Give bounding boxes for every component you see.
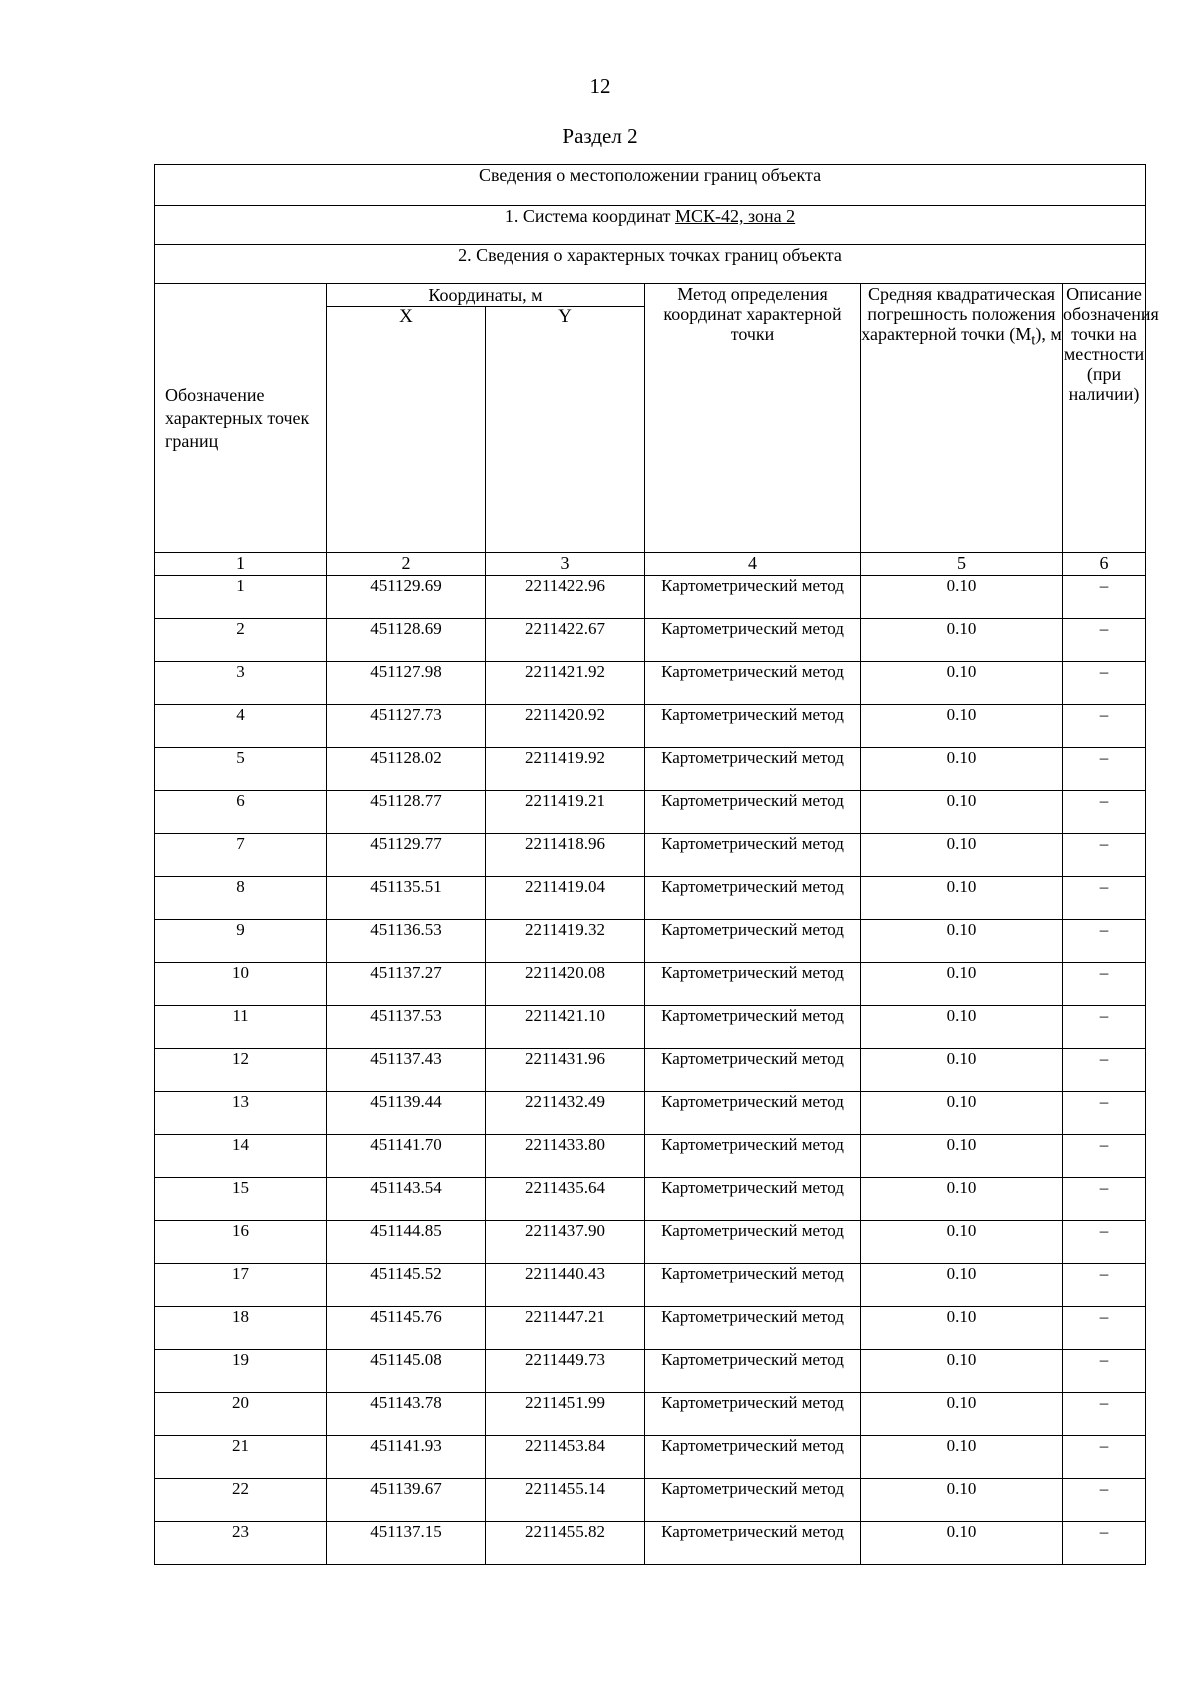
description-cell: –	[1063, 1522, 1146, 1565]
table-row	[155, 662, 1146, 705]
column-number: 5	[861, 553, 1063, 576]
error-cell: 0.10	[861, 1393, 1063, 1436]
error-cell: 0.10	[861, 705, 1063, 748]
description-cell: –	[1063, 1393, 1146, 1436]
method-cell: Картометрический метод	[645, 1264, 861, 1307]
y-cell: 2211418.96	[486, 834, 645, 877]
y-cell: 2211420.08	[486, 963, 645, 1006]
description-cell: –	[1063, 920, 1146, 963]
table-row	[155, 1135, 1146, 1178]
error-cell: 0.10	[861, 877, 1063, 920]
table-row	[155, 576, 1146, 619]
point-cell: 18	[155, 1307, 327, 1350]
x-cell: 451145.52	[327, 1264, 486, 1307]
error-cell: 0.10	[861, 576, 1063, 619]
method-cell: Картометрический метод	[645, 662, 861, 705]
x-cell: 451139.67	[327, 1479, 486, 1522]
error-cell: 0.10	[861, 1307, 1063, 1350]
description-cell: –	[1063, 963, 1146, 1006]
y-cell: 2211437.90	[486, 1221, 645, 1264]
y-cell: 2211447.21	[486, 1307, 645, 1350]
table-row	[155, 1221, 1146, 1264]
method-cell: Картометрический метод	[645, 834, 861, 877]
error-cell: 0.10	[861, 920, 1063, 963]
table-row	[155, 1307, 1146, 1350]
description-cell: –	[1063, 1178, 1146, 1221]
x-cell: 451137.15	[327, 1522, 486, 1565]
point-cell: 17	[155, 1264, 327, 1307]
y-cell: 2211449.73	[486, 1350, 645, 1393]
error-cell: 0.10	[861, 1178, 1063, 1221]
x-cell: 451129.77	[327, 834, 486, 877]
method-cell: Картометрический метод	[645, 1393, 861, 1436]
y-cell: 2211419.04	[486, 877, 645, 920]
table-row	[155, 791, 1146, 834]
y-cell: 2211453.84	[486, 1436, 645, 1479]
y-cell: 2211421.10	[486, 1006, 645, 1049]
description-cell: –	[1063, 748, 1146, 791]
method-cell: Картометрический метод	[645, 1479, 861, 1522]
error-cell: 0.10	[861, 748, 1063, 791]
x-cell: 451137.43	[327, 1049, 486, 1092]
header-x: X	[327, 307, 486, 553]
x-cell: 451129.69	[327, 576, 486, 619]
table-row	[155, 619, 1146, 662]
section-title: Раздел 2	[562, 124, 638, 148]
table-row	[155, 1264, 1146, 1307]
error-cell: 0.10	[861, 963, 1063, 1006]
header-method: Метод определения координат характерной точки	[645, 284, 861, 553]
column-number-row	[155, 553, 1146, 576]
point-cell: 7	[155, 834, 327, 877]
point-cell: 1	[155, 576, 327, 619]
description-cell: –	[1063, 791, 1146, 834]
description-cell: –	[1063, 576, 1146, 619]
x-cell: 451145.08	[327, 1350, 486, 1393]
table-row	[155, 877, 1146, 920]
point-cell: 13	[155, 1092, 327, 1135]
header-error	[861, 284, 1063, 553]
coord-system-cell	[155, 206, 1146, 245]
point-cell: 11	[155, 1006, 327, 1049]
x-cell: 451127.98	[327, 662, 486, 705]
table-row	[155, 748, 1146, 791]
point-cell: 19	[155, 1350, 327, 1393]
x-cell: 451143.54	[327, 1178, 486, 1221]
method-cell: Картометрический метод	[645, 1049, 861, 1092]
point-cell: 14	[155, 1135, 327, 1178]
method-cell: Картометрический метод	[645, 1135, 861, 1178]
error-cell: 0.10	[861, 791, 1063, 834]
point-cell: 8	[155, 877, 327, 920]
table-row	[155, 963, 1146, 1006]
error-cell: 0.10	[861, 1350, 1063, 1393]
description-cell: –	[1063, 1479, 1146, 1522]
description-cell: –	[1063, 1049, 1146, 1092]
x-cell: 451137.53	[327, 1006, 486, 1049]
error-cell: 0.10	[861, 1522, 1063, 1565]
table-caption-row	[155, 165, 1146, 206]
error-cell: 0.10	[861, 619, 1063, 662]
description-cell: –	[1063, 1135, 1146, 1178]
y-cell: 2211419.32	[486, 920, 645, 963]
point-cell: 22	[155, 1479, 327, 1522]
y-cell: 2211451.99	[486, 1393, 645, 1436]
method-cell: Картометрический метод	[645, 920, 861, 963]
column-number: 6	[1063, 553, 1146, 576]
method-cell: Картометрический метод	[645, 1350, 861, 1393]
point-cell: 2	[155, 619, 327, 662]
x-cell: 451136.53	[327, 920, 486, 963]
error-cell: 0.10	[861, 834, 1063, 877]
point-cell: 21	[155, 1436, 327, 1479]
points-heading: 2. Сведения о характерных точках границ объекта	[155, 245, 1146, 284]
method-cell: Картометрический метод	[645, 705, 861, 748]
x-cell: 451128.02	[327, 748, 486, 791]
table-row	[155, 1006, 1146, 1049]
description-cell: –	[1063, 705, 1146, 748]
header-y: Y	[486, 307, 645, 553]
table-row	[155, 1522, 1146, 1565]
error-cell: 0.10	[861, 1264, 1063, 1307]
y-cell: 2211419.21	[486, 791, 645, 834]
header-row	[155, 284, 1146, 307]
header-error-subscript: t	[1031, 332, 1036, 349]
column-number: 4	[645, 553, 861, 576]
boundary-points-table	[154, 164, 1159, 1565]
x-cell: 451139.44	[327, 1092, 486, 1135]
error-cell: 0.10	[861, 1436, 1063, 1479]
description-cell: –	[1063, 877, 1146, 920]
header-error-unit: ), м	[1035, 324, 1062, 344]
x-cell: 451141.93	[327, 1436, 486, 1479]
method-cell: Картометрический метод	[645, 1092, 861, 1135]
method-cell: Картометрический метод	[645, 1006, 861, 1049]
x-cell: 451145.76	[327, 1307, 486, 1350]
error-cell: 0.10	[861, 1049, 1063, 1092]
x-cell: 451144.85	[327, 1221, 486, 1264]
method-cell: Картометрический метод	[645, 877, 861, 920]
description-cell: –	[1063, 1221, 1146, 1264]
description-cell: –	[1063, 1092, 1146, 1135]
x-cell: 451141.70	[327, 1135, 486, 1178]
page-number: 12	[589, 74, 611, 98]
error-cell: 0.10	[861, 1221, 1063, 1264]
y-cell: 2211433.80	[486, 1135, 645, 1178]
table-row	[155, 1092, 1146, 1135]
point-cell: 10	[155, 963, 327, 1006]
method-cell: Картометрический метод	[645, 963, 861, 1006]
table-row	[155, 1393, 1146, 1436]
table-row	[155, 920, 1146, 963]
x-cell: 451127.73	[327, 705, 486, 748]
point-cell: 23	[155, 1522, 327, 1565]
point-cell: 12	[155, 1049, 327, 1092]
table-row	[155, 1178, 1146, 1221]
table-row	[155, 834, 1146, 877]
method-cell: Картометрический метод	[645, 1436, 861, 1479]
header-designation: Обозначение характерных точек границ	[155, 284, 327, 553]
error-cell: 0.10	[861, 1479, 1063, 1522]
y-cell: 2211420.92	[486, 705, 645, 748]
description-cell: –	[1063, 662, 1146, 705]
table-row	[155, 1479, 1146, 1522]
table-row	[155, 705, 1146, 748]
header-description: Описание обозначения точки на местности (при наличии)	[1063, 284, 1146, 553]
column-number: 3	[486, 553, 645, 576]
method-cell: Картометрический метод	[645, 576, 861, 619]
error-cell: 0.10	[861, 1135, 1063, 1178]
point-cell: 20	[155, 1393, 327, 1436]
y-cell: 2211455.82	[486, 1522, 645, 1565]
x-cell: 451128.77	[327, 791, 486, 834]
description-cell: –	[1063, 619, 1146, 662]
y-cell: 2211455.14	[486, 1479, 645, 1522]
y-cell: 2211422.67	[486, 619, 645, 662]
column-number: 1	[155, 553, 327, 576]
y-cell: 2211435.64	[486, 1178, 645, 1221]
point-cell: 4	[155, 705, 327, 748]
point-cell: 3	[155, 662, 327, 705]
method-cell: Картометрический метод	[645, 1178, 861, 1221]
table-row	[155, 1436, 1146, 1479]
y-cell: 2211431.96	[486, 1049, 645, 1092]
table-row	[155, 1350, 1146, 1393]
y-cell: 2211432.49	[486, 1092, 645, 1135]
point-cell: 16	[155, 1221, 327, 1264]
point-cell: 6	[155, 791, 327, 834]
coord-system-row	[155, 206, 1146, 245]
method-cell: Картометрический метод	[645, 619, 861, 662]
description-cell: –	[1063, 1350, 1146, 1393]
description-cell: –	[1063, 834, 1146, 877]
y-cell: 2211422.96	[486, 576, 645, 619]
point-cell: 15	[155, 1178, 327, 1221]
error-cell: 0.10	[861, 1092, 1063, 1135]
coord-system-value: МСК-42, зона 2	[675, 206, 796, 226]
description-cell: –	[1063, 1307, 1146, 1350]
points-heading-row	[155, 245, 1146, 284]
table-row	[155, 1049, 1146, 1092]
x-cell: 451128.69	[327, 619, 486, 662]
method-cell: Картометрический метод	[645, 1307, 861, 1350]
header-coordinates: Координаты, м	[327, 284, 645, 307]
method-cell: Картометрический метод	[645, 1221, 861, 1264]
error-cell: 0.10	[861, 1006, 1063, 1049]
y-cell: 2211419.92	[486, 748, 645, 791]
x-cell: 451137.27	[327, 963, 486, 1006]
point-cell: 5	[155, 748, 327, 791]
y-cell: 2211421.92	[486, 662, 645, 705]
method-cell: Картометрический метод	[645, 748, 861, 791]
description-cell: –	[1063, 1436, 1146, 1479]
error-cell: 0.10	[861, 662, 1063, 705]
description-cell: –	[1063, 1006, 1146, 1049]
column-number: 2	[327, 553, 486, 576]
table-caption: Сведения о местоположении границ объекта	[155, 165, 1146, 206]
coord-system-label: 1. Система координат	[504, 206, 676, 226]
description-cell: –	[1063, 1264, 1146, 1307]
x-cell: 451143.78	[327, 1393, 486, 1436]
header-error-text: Средняя квадратическая погрешность положения характерной точки (M	[861, 284, 1056, 344]
point-cell: 9	[155, 920, 327, 963]
method-cell: Картометрический метод	[645, 1522, 861, 1565]
method-cell: Картометрический метод	[645, 791, 861, 834]
x-cell: 451135.51	[327, 877, 486, 920]
y-cell: 2211440.43	[486, 1264, 645, 1307]
